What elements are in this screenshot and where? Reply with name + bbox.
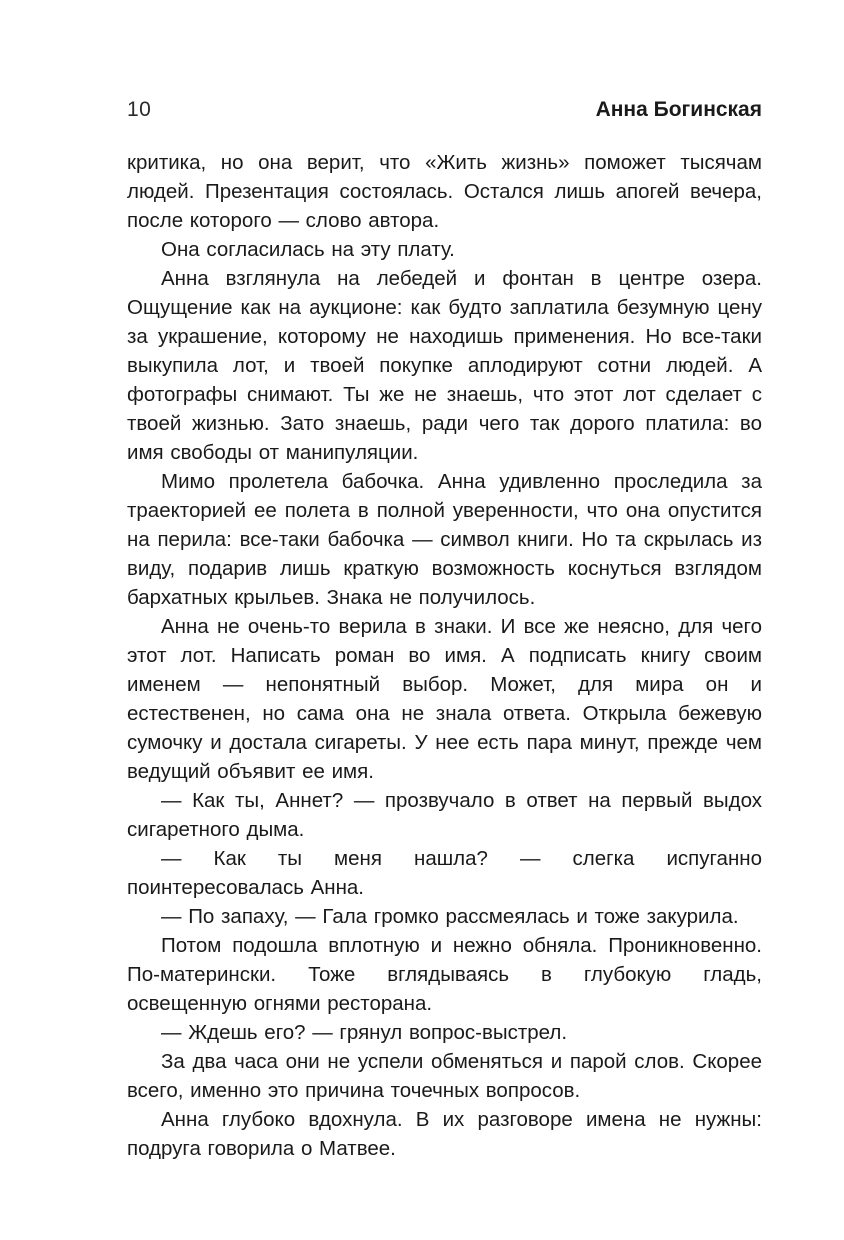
paragraph: Анна глубоко вдохнула. В их разговоре имена не нужны: подруга говорила о Матвее. [127, 1108, 762, 1160]
paragraph: — По запаху, — Гала громко рассмеялась и тоже закурила. [161, 905, 739, 928]
paragraph: За два часа они не успели обменяться и парой слов. Скорее всего, именно это причина точечных вопросов. [127, 1050, 762, 1102]
paragraph: Потом подошла вплотную и нежно обняла. Проникновенно. По-матерински. Тоже вглядываясь в глубокую гладь, освещенную огнями ресторана. [127, 934, 762, 1015]
body-text [127, 148, 762, 1163]
paragraph: Анна взглянула на лебедей и фонтан в центре озера. Ощущение как на аукционе: как будто заплатила безумную цену за украшение, которому не находишь применения. Но все-таки выкупила лот, и твоей покупке аплодируют сотни людей. А фотографы снимают. Ты же не знаешь, что этот лот сделает с твоей жизнью. Зато знаешь, ради чего так дорого платила: во имя свободы от манипуляции. [127, 267, 762, 464]
paragraph: Она согласилась на эту плату. [161, 238, 455, 261]
running-header [127, 98, 762, 122]
paragraph: Мимо пролетела бабочка. Анна удивленно проследила за траекторией ее полета в полной уверенности, что она опустится на перила: все-таки бабочка — символ книги. Но та скрылась из виду, подарив лишь краткую возможность коснуться взглядом бархатных крыльев. Знака не получилось. [127, 470, 762, 609]
paragraph: критика, но она верит, что «Жить жизнь» поможет тысячам людей. Презентация состоялась. Остался лишь апогей вечера, после которого — слово автора. [127, 151, 762, 232]
page-number: 10 [127, 98, 152, 121]
paragraph: — Ждешь его? — грянул вопрос-выстрел. [161, 1021, 568, 1044]
author-name: Анна Богинская [595, 98, 762, 121]
page-content [127, 98, 762, 1163]
paragraph: Анна не очень-то верила в знаки. И все же неясно, для чего этот лот. Написать роман во имя. А подписать книгу своим именем — непонятный выбор. Может, для мира он и естественен, но сама она не знала ответа. Открыла бежевую сумочку и достала сигареты. У нее есть пара минут, прежде чем ведущий объявит ее имя. [127, 615, 762, 783]
paragraph: — Как ты, Аннет? — прозвучало в ответ на первый выдох сигаретного дыма. [127, 789, 762, 841]
paragraph: — Как ты меня нашла? — слегка испуганно поинтересовалась Анна. [127, 847, 762, 899]
